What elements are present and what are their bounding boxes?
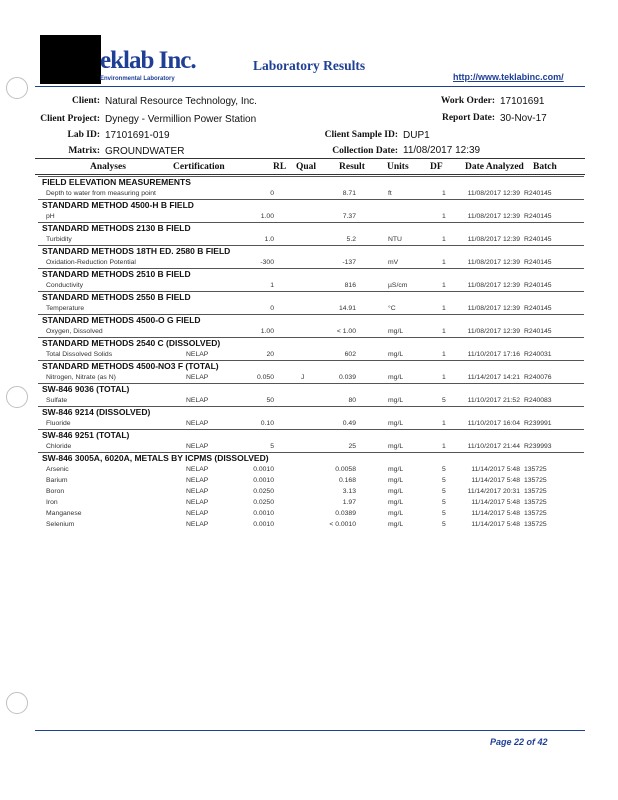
col-header-analyses: Analyses (90, 162, 126, 172)
method-section-title: SW-846 3005A, 6020A, METALS BY ICPMS (DISSOLVED) (38, 452, 584, 464)
client-sample-id-label: Client Sample ID: (324, 130, 398, 140)
result-cell: 8.71 (342, 190, 356, 197)
analyte-cell: Temperature (46, 305, 85, 312)
table-row (38, 395, 584, 406)
rl-cell: 50 (266, 397, 274, 404)
batch-cell: R240076 (524, 374, 552, 381)
df-cell: 1 (442, 351, 446, 358)
method-section-title: SW-846 9251 (TOTAL) (38, 429, 584, 441)
table-row (38, 326, 584, 337)
analyte-cell: Oxidation-Reduction Potential (46, 259, 136, 266)
rl-cell: 0.0250 (253, 488, 274, 495)
rl-cell: 0.0010 (253, 466, 274, 473)
analyte-cell: Iron (46, 499, 58, 506)
certification-cell: NELAP (186, 374, 209, 381)
result-cell: 14.91 (338, 305, 356, 312)
binder-hole (6, 692, 28, 714)
date-analyzed-cell: 11/14/2017 14:21 (467, 374, 520, 381)
rl-cell: 0.10 (260, 420, 274, 427)
batch-cell: 135725 (524, 499, 547, 506)
result-cell: 816 (344, 282, 356, 289)
units-cell: NTU (388, 236, 402, 243)
batch-cell: 135725 (524, 466, 547, 473)
df-cell: 1 (442, 259, 446, 266)
table-row (38, 418, 584, 429)
date-analyzed-cell: 11/14/2017 20:31 (467, 488, 520, 495)
col-header-df: DF (430, 162, 443, 172)
work-order-label: Work Order: (440, 96, 495, 106)
rl-cell: 0.050 (256, 374, 274, 381)
results-table (38, 176, 584, 530)
batch-cell: R239993 (524, 443, 552, 450)
units-cell: mg/L (388, 488, 404, 495)
rl-cell: 0.0010 (253, 510, 274, 517)
method-section-title: STANDARD METHODS 2510 B FIELD (38, 268, 584, 280)
analyte-cell: Depth to water from measuring point (46, 190, 156, 197)
result-cell: < 1.00 (336, 328, 356, 335)
table-row (38, 475, 584, 486)
method-section-title: SW-846 9036 (TOTAL) (38, 383, 584, 395)
date-analyzed-cell: 11/08/2017 12:39 (467, 328, 520, 335)
batch-cell: R240145 (524, 213, 552, 220)
analyte-cell: Oxygen, Dissolved (46, 328, 103, 335)
result-cell: 3.13 (342, 488, 356, 495)
date-analyzed-cell: 11/08/2017 12:39 (467, 236, 520, 243)
certification-cell: NELAP (186, 510, 209, 517)
collection-date-value: 11/08/2017 12:39 (403, 145, 481, 156)
date-analyzed-cell: 11/14/2017 5:48 (471, 510, 520, 517)
df-cell: 1 (442, 190, 446, 197)
result-cell: 0.49 (342, 420, 356, 427)
date-analyzed-cell: 11/10/2017 21:52 (467, 397, 520, 404)
company-logo-subtitle: Environmental Laboratory (100, 76, 175, 82)
col-header-certification: Certification (173, 162, 225, 172)
certification-cell: NELAP (186, 443, 209, 450)
df-cell: 1 (442, 305, 446, 312)
units-cell: mg/L (388, 351, 404, 358)
df-cell: 1 (442, 236, 446, 243)
batch-cell: 135725 (524, 488, 547, 495)
rl-cell: 0 (270, 190, 274, 197)
certification-cell: NELAP (186, 477, 209, 484)
table-row (38, 441, 584, 452)
df-cell: 5 (442, 510, 446, 517)
result-cell: 0.168 (338, 477, 356, 484)
col-header-units: Units (387, 162, 409, 172)
units-cell: mg/L (388, 510, 404, 517)
work-order-value: 17101691 (500, 96, 545, 107)
certification-cell: NELAP (186, 499, 209, 506)
col-header-date-analyzed: Date Analyzed (465, 162, 524, 172)
df-cell: 5 (442, 466, 446, 473)
lab-id-label: Lab ID: (67, 130, 100, 140)
df-cell: 1 (442, 420, 446, 427)
rl-cell: 1 (270, 282, 274, 289)
method-section-title: STANDARD METHOD 4500-H B FIELD (38, 199, 584, 211)
date-analyzed-cell: 11/10/2017 21:44 (467, 443, 520, 450)
analyte-cell: Selenium (46, 521, 75, 528)
rl-cell: 20 (266, 351, 274, 358)
collection-date-label: Collection Date: (332, 146, 398, 156)
table-row (38, 508, 584, 519)
analyte-cell: Fluoride (46, 420, 71, 427)
info-divider (35, 158, 585, 159)
method-section-title: STANDARD METHODS 18TH ED. 2580 B FIELD (38, 245, 584, 257)
result-cell: 80 (348, 397, 356, 404)
batch-cell: R240031 (524, 351, 552, 358)
batch-cell: 135725 (524, 521, 547, 528)
result-cell: 5.2 (346, 236, 356, 243)
analyte-cell: Conductivity (46, 282, 84, 289)
df-cell: 5 (442, 488, 446, 495)
method-section-title: STANDARD METHODS 4500-O G FIELD (38, 314, 584, 326)
date-analyzed-cell: 11/10/2017 17:16 (467, 351, 520, 358)
table-row (38, 519, 584, 530)
df-cell: 5 (442, 521, 446, 528)
units-cell: mV (388, 259, 399, 266)
table-row (38, 486, 584, 497)
table-row (38, 464, 584, 475)
df-cell: 5 (442, 397, 446, 404)
analyte-cell: Barium (46, 477, 68, 484)
header-divider (35, 86, 585, 87)
units-cell: mg/L (388, 420, 404, 427)
report-date-label: Report Date: (441, 113, 495, 123)
units-cell: mg/L (388, 328, 404, 335)
units-cell: mg/L (388, 477, 404, 484)
page-number: Page 22 of 42 (490, 737, 548, 747)
analyte-cell: pH (46, 213, 55, 220)
analyte-cell: Manganese (46, 510, 82, 517)
date-analyzed-cell: 11/08/2017 12:39 (467, 213, 520, 220)
rl-cell: 0.0250 (253, 499, 274, 506)
analyte-cell: Arsenic (46, 466, 69, 473)
client-value: Natural Resource Technology, Inc. (105, 96, 257, 107)
df-cell: 1 (442, 443, 446, 450)
date-analyzed-cell: 11/08/2017 12:39 (467, 282, 520, 289)
batch-cell: R240083 (524, 397, 552, 404)
rl-cell: 5 (270, 443, 274, 450)
company-logo: eklab Inc. (100, 47, 196, 74)
result-cell: 0.0058 (335, 466, 356, 473)
date-analyzed-cell: 11/14/2017 5:48 (471, 477, 520, 484)
report-date-value: 30-Nov-17 (500, 113, 547, 124)
method-section-title: STANDARD METHODS 2130 B FIELD (38, 222, 584, 234)
batch-cell: R240145 (524, 259, 552, 266)
rl-cell: 0.0010 (253, 477, 274, 484)
client-project-label: Client Project: (40, 114, 100, 124)
report-title: Laboratory Results (253, 58, 366, 73)
matrix-value: GROUNDWATER (105, 146, 185, 157)
result-cell: 1.97 (342, 499, 356, 506)
col-header-batch: Batch (533, 162, 557, 172)
batch-cell: R240145 (524, 282, 552, 289)
date-analyzed-cell: 11/14/2017 5:48 (471, 466, 520, 473)
units-cell: mg/L (388, 521, 404, 528)
batch-cell: 135725 (524, 477, 547, 484)
table-row (38, 280, 584, 291)
analyte-cell: Chloride (46, 443, 72, 450)
method-section-title: SW-846 9214 (DISSOLVED) (38, 406, 584, 418)
binder-hole (6, 77, 28, 99)
table-row (38, 372, 584, 383)
certification-cell: NELAP (186, 521, 209, 528)
method-section-title: STANDARD METHODS 2550 B FIELD (38, 291, 584, 303)
units-cell: °C (388, 305, 396, 312)
table-row (38, 234, 584, 245)
table-row (38, 497, 584, 508)
method-section-title: STANDARD METHODS 4500-NO3 F (TOTAL) (38, 360, 584, 372)
batch-cell: R240145 (524, 328, 552, 335)
col-header-result: Result (339, 162, 365, 172)
analyte-cell: Boron (46, 488, 65, 495)
binder-hole (6, 386, 28, 408)
result-cell: -137 (342, 259, 356, 266)
units-cell: mg/L (388, 466, 404, 473)
batch-cell: R240145 (524, 305, 552, 312)
analyte-cell: Nitrogen, Nitrate (as N) (46, 374, 116, 381)
qual-cell: J (301, 374, 305, 381)
df-cell: 1 (442, 213, 446, 220)
date-analyzed-cell: 11/14/2017 5:48 (471, 521, 520, 528)
header-row-divider (35, 174, 585, 175)
rl-cell: 1.00 (260, 328, 274, 335)
date-analyzed-cell: 11/14/2017 5:48 (471, 499, 520, 506)
table-row (38, 188, 584, 199)
table-row (38, 349, 584, 360)
units-cell: µS/cm (388, 282, 408, 289)
units-cell: mg/L (388, 374, 404, 381)
company-url-link[interactable]: http://www.teklabinc.com/ (453, 72, 564, 82)
analyte-cell: Turbidity (46, 236, 72, 243)
rl-cell: 0 (270, 305, 274, 312)
result-cell: 7.37 (342, 213, 356, 220)
client-sample-id-value: DUP1 (403, 130, 430, 141)
rl-cell: 1.0 (264, 236, 274, 243)
redaction-box (40, 35, 101, 84)
footer-divider (35, 730, 585, 731)
df-cell: 1 (442, 282, 446, 289)
batch-cell: R239991 (524, 420, 552, 427)
batch-cell: R240145 (524, 236, 552, 243)
client-project-value: Dynegy - Vermillion Power Station (105, 114, 257, 125)
method-section-title: STANDARD METHODS 2540 C (DISSOLVED) (38, 337, 584, 349)
df-cell: 5 (442, 499, 446, 506)
table-row (38, 257, 584, 268)
units-cell: mg/L (388, 499, 404, 506)
table-row (38, 303, 584, 314)
df-cell: 1 (442, 328, 446, 335)
batch-cell: 135725 (524, 510, 547, 517)
units-cell: ft (388, 190, 392, 197)
certification-cell: NELAP (186, 420, 209, 427)
df-cell: 1 (442, 374, 446, 381)
rl-cell: 1.00 (260, 213, 274, 220)
method-section-title: FIELD ELEVATION MEASUREMENTS (38, 176, 584, 188)
matrix-label: Matrix: (68, 146, 100, 156)
rl-cell: 0.0010 (253, 521, 274, 528)
date-analyzed-cell: 11/08/2017 12:39 (467, 259, 520, 266)
lab-id-value: 17101691-019 (105, 130, 170, 141)
certification-cell: NELAP (186, 351, 209, 358)
analyte-cell: Total Dissolved Solids (46, 351, 113, 358)
date-analyzed-cell: 11/10/2017 16:04 (467, 420, 520, 427)
certification-cell: NELAP (186, 488, 209, 495)
result-cell: 602 (344, 351, 356, 358)
certification-cell: NELAP (186, 397, 209, 404)
analyte-cell: Sulfate (46, 397, 68, 404)
col-header-rl: RL (273, 162, 287, 172)
result-cell: 0.0389 (335, 510, 356, 517)
batch-cell: R240145 (524, 190, 552, 197)
result-cell: 0.039 (338, 374, 356, 381)
col-header-qual: Qual (296, 162, 317, 172)
result-cell: 25 (348, 443, 356, 450)
certification-cell: NELAP (186, 466, 209, 473)
df-cell: 5 (442, 477, 446, 484)
units-cell: mg/L (388, 443, 404, 450)
units-cell: mg/L (388, 397, 404, 404)
table-row (38, 211, 584, 222)
date-analyzed-cell: 11/08/2017 12:39 (467, 305, 520, 312)
rl-cell: -300 (260, 259, 274, 266)
date-analyzed-cell: 11/08/2017 12:39 (467, 190, 520, 197)
client-label: Client: (72, 96, 100, 106)
result-cell: < 0.0010 (329, 521, 356, 528)
